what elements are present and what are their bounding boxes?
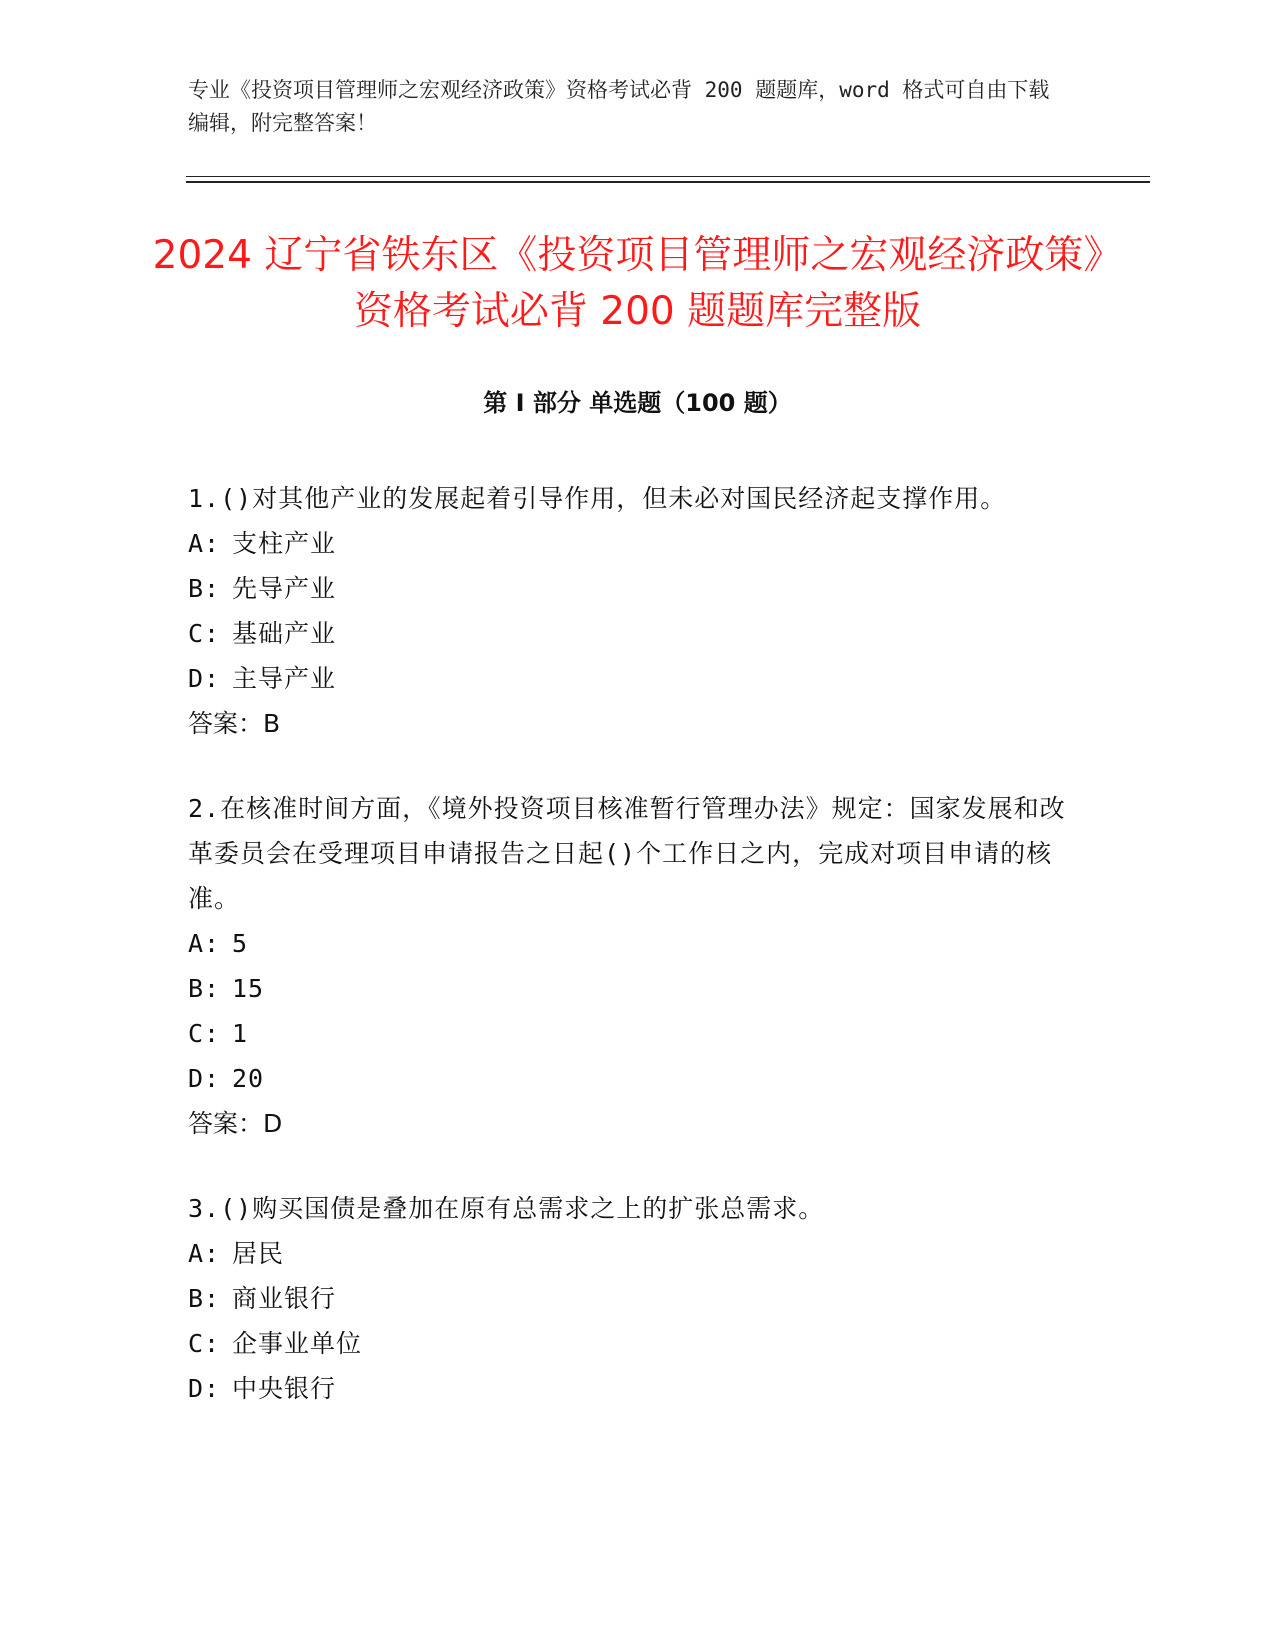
section-heading: 第 I 部分 单选题（100 题） xyxy=(483,389,792,417)
option-b xyxy=(188,566,1068,611)
option-d xyxy=(188,656,1068,701)
option-b xyxy=(188,1276,1068,1321)
option-text: 居民 xyxy=(232,1239,285,1268)
option-text: 20 xyxy=(232,1064,265,1093)
option-c xyxy=(188,611,1068,656)
question-3 xyxy=(188,1186,1068,1411)
option-c xyxy=(188,1321,1068,1366)
answer-line: 答案：B xyxy=(188,709,281,738)
option-letter: A: xyxy=(188,929,221,958)
option-text: 支柱产业 xyxy=(232,529,337,558)
option-text: 15 xyxy=(232,974,265,1003)
document-title: 2024 辽宁省铁东区《投资项目管理师之宏观经济政策》资格考试必背 200 题题库完整版 xyxy=(152,233,1123,334)
option-text: 中央银行 xyxy=(232,1374,337,1403)
option-letter: B: xyxy=(188,974,221,1003)
question-1 xyxy=(188,476,1068,746)
option-text: 主导产业 xyxy=(232,664,337,693)
option-letter: D: xyxy=(188,1374,221,1403)
header-divider-thick xyxy=(186,181,1150,183)
option-text: 先导产业 xyxy=(232,574,337,603)
question-2 xyxy=(188,786,1068,1146)
option-text: 商业银行 xyxy=(232,1284,337,1313)
header-divider-thin xyxy=(186,176,1150,177)
option-letter: B: xyxy=(188,574,221,603)
header-note: 专业《投资项目管理师之宏观经济政策》资格考试必背 200 题题库，word 格式可自由下载编辑，附完整答案！ xyxy=(188,78,1050,135)
option-a xyxy=(188,521,1068,566)
question-stem: 3.()购买国债是叠加在原有总需求之上的扩张总需求。 xyxy=(188,1194,825,1223)
option-a xyxy=(188,921,1068,966)
question-stem: 1.()对其他产业的发展起着引导作用，但未必对国民经济起支撑作用。 xyxy=(188,484,1007,513)
option-c xyxy=(188,1011,1068,1056)
option-letter: D: xyxy=(188,1064,221,1093)
option-letter: C: xyxy=(188,1329,221,1358)
option-d xyxy=(188,1366,1068,1411)
option-letter: C: xyxy=(188,1019,221,1048)
option-letter: D: xyxy=(188,664,221,693)
option-text: 5 xyxy=(232,929,249,958)
option-text: 企事业单位 xyxy=(232,1329,363,1358)
answer-line: 答案：D xyxy=(188,1109,283,1138)
option-letter: B: xyxy=(188,1284,221,1313)
option-letter: A: xyxy=(188,1239,221,1268)
option-letter: C: xyxy=(188,619,221,648)
option-d xyxy=(188,1056,1068,1101)
option-text: 基础产业 xyxy=(232,619,337,648)
option-b xyxy=(188,966,1068,1011)
option-text: 1 xyxy=(232,1019,249,1048)
option-a xyxy=(188,1231,1068,1276)
question-stem: 2.在核准时间方面，《境外投资项目核准暂行管理办法》规定：国家发展和改革委员会在受理项目申请报告之日起()个工作日之内，完成对项目申请的核准。 xyxy=(188,794,1066,913)
question-list xyxy=(188,476,1068,1451)
option-letter: A: xyxy=(188,529,221,558)
